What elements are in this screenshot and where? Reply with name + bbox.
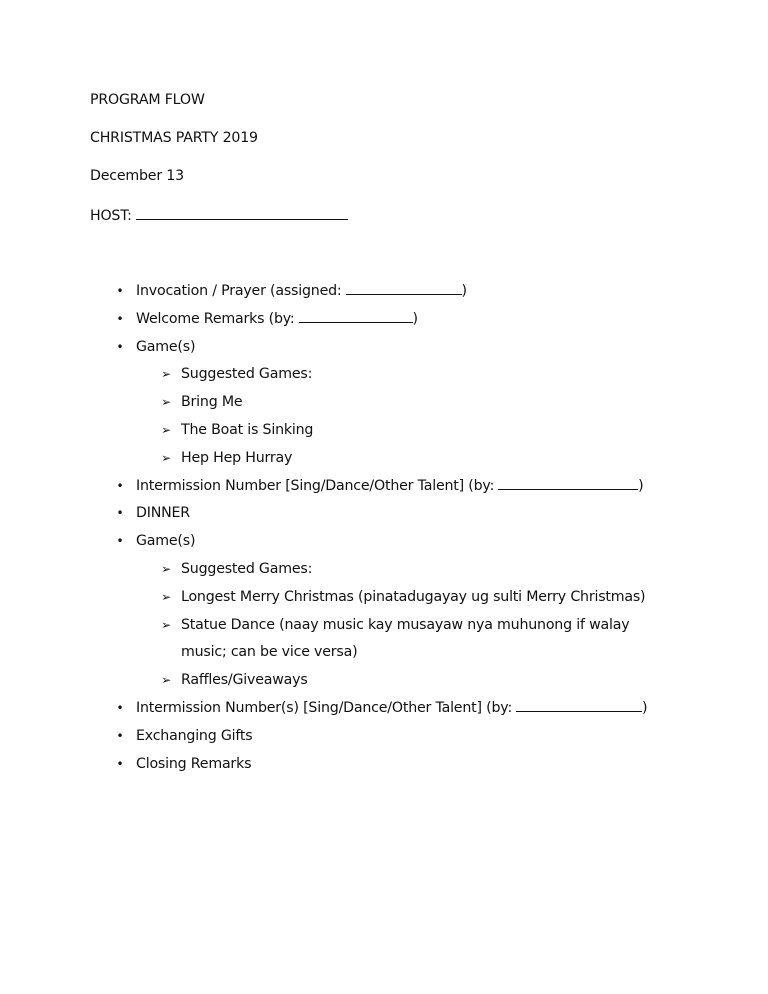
sub-list-item: [0, 667, 768, 695]
item-text: Bring Me: [181, 394, 243, 411]
sub-list-item: [0, 556, 768, 584]
bullet-marker: •: [116, 311, 124, 326]
program-list: [0, 278, 768, 778]
arrow-marker: ➢: [161, 589, 171, 604]
item-text: Exchanging Gifts: [136, 727, 253, 744]
list-item: [0, 751, 768, 779]
item-text: Intermission Number [Sing/Dance/Other Talent] (by:: [136, 477, 495, 494]
arrow-marker: ➢: [161, 450, 171, 465]
bullet-marker: •: [116, 700, 124, 715]
sub-list-item: [0, 612, 768, 668]
document-title: PROGRAM FLOW: [90, 92, 205, 108]
item-text: The Boat is Sinking: [181, 421, 314, 438]
sub-list-item: [0, 445, 768, 473]
list-item: [0, 723, 768, 751]
arrow-marker: ➢: [161, 617, 171, 632]
item-text: Suggested Games:: [181, 560, 313, 577]
host-line: [90, 204, 348, 226]
list-item: [0, 528, 768, 556]
bullet-marker: •: [116, 728, 124, 743]
item-text: Raffles/Giveaways: [181, 672, 308, 689]
item-text: Longest Merry Christmas (pinatadugayay ug sulti Merry Christmas): [181, 588, 646, 605]
sub-list-item: [0, 389, 768, 417]
arrow-marker: ➢: [161, 395, 171, 410]
bullet-marker: •: [116, 478, 124, 493]
list-item: [0, 500, 768, 528]
by-blank: [498, 474, 638, 490]
sub-list-item: [0, 361, 768, 389]
by-blank: [299, 307, 413, 323]
arrow-marker: ➢: [161, 422, 171, 437]
item-suffix: ): [461, 283, 467, 299]
item-suffix: ): [642, 699, 648, 716]
by-blank: [516, 696, 642, 712]
list-item: [0, 695, 768, 723]
item-text: Game(s): [136, 533, 196, 550]
item-text: Statue Dance (naay music kay musayaw nya muhunong if walay music; can be vice versa): [181, 616, 630, 661]
arrow-marker: ➢: [161, 367, 171, 382]
bullet-marker: •: [116, 284, 124, 298]
event-date: December 13: [90, 168, 184, 184]
item-text: Hep Hep Hurray: [181, 449, 293, 466]
sub-list-item: [0, 417, 768, 445]
list-item: [0, 334, 768, 362]
bullet-marker: •: [116, 756, 124, 771]
bullet-marker: •: [116, 339, 124, 354]
host-blank: [136, 204, 348, 220]
list-item: [0, 278, 768, 306]
item-text: Closing Remarks: [136, 755, 252, 772]
item-text: DINNER: [136, 505, 190, 522]
item-text: Invocation / Prayer (assigned:: [136, 283, 342, 299]
bullet-marker: •: [116, 506, 124, 521]
item-suffix: ): [638, 477, 644, 494]
item-text: Welcome Remarks (by:: [136, 310, 295, 327]
item-text: Intermission Number(s) [Sing/Dance/Other Talent] (by:: [136, 699, 513, 716]
host-label: HOST:: [90, 208, 132, 224]
bullet-marker: •: [116, 534, 124, 549]
sub-list-item: [0, 584, 768, 612]
item-text: Game(s): [136, 338, 196, 355]
list-item: [0, 473, 768, 501]
arrow-marker: ➢: [161, 673, 171, 688]
arrow-marker: ➢: [161, 561, 171, 576]
list-item: [0, 306, 768, 334]
item-text: Suggested Games:: [181, 366, 313, 383]
event-name: CHRISTMAS PARTY 2019: [90, 130, 258, 146]
assigned-blank: [346, 279, 462, 295]
item-suffix: ): [412, 310, 418, 327]
